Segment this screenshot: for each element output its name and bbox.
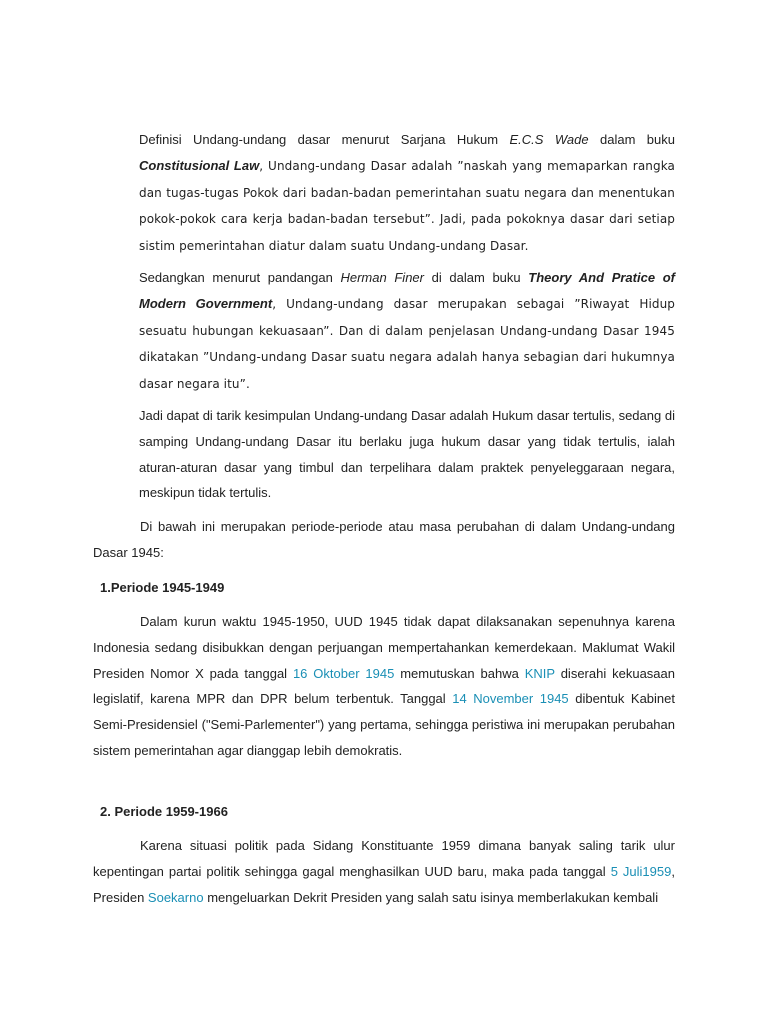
text-run: Karena situasi politik pada Sidang Konstituante 1959 dimana banyak saling tarik ulur kepentingan partai politik sehingga gagal menghasilkan UUD baru, maka pada tanggal xyxy=(93,838,675,879)
text-run: dibentuk Kabinet Semi-Presidensiel ("Semi-Parlementer") yang pertama, sehingga peristiwa ini merupakan perubahan sistem pemerintahan agar dianggap lebih demokratis. xyxy=(93,691,675,758)
paragraph-definition-finer xyxy=(139,265,675,398)
author-name-finer: Herman Finer xyxy=(340,270,424,285)
paragraph-period-1945-1949 xyxy=(93,609,675,764)
book-title-theory-practice: Theory And Pratice of Modern Government xyxy=(139,270,675,311)
text-run: Dalam kurun waktu 1945-1950, UUD 1945 tidak dapat dilaksanakan sepenuhnya karena Indonesia sedang disibukkan dengan perjuangan mempertahankan kemerdekaan. Maklumat Wakil Presiden Nomor X pada tanggal xyxy=(93,614,675,681)
text-run: Sedangkan menurut pandangan xyxy=(139,270,341,285)
text-run: , Undang-undang dasar merupakan sebagai ”Riwayat Hidup sesuatu hubungan kekuasaan”. Dan di dalam penjelasan Undang-undang Dasar 1945 dikatakan ”Undang-undang Dasar suatu negara adalah hanya sebagian dari hukumnya dasar negara itu”. xyxy=(139,296,676,392)
text-run: , Presiden xyxy=(93,863,675,905)
author-name-wade: E.C.S Wade xyxy=(509,132,589,147)
link-14-november-1945[interactable]: 14 November 1945 xyxy=(452,691,569,707)
link-knip[interactable]: KNIP xyxy=(524,665,555,681)
paragraph-conclusion: Jadi dapat di tarik kesimpulan Undang-undang Dasar adalah Hukum dasar tertulis, sedang di samping Undang-undang Dasar itu berlaku juga hukum dasar yang tidak tertulis, ialah aturan-aturan dasar yang timbul dan terpelihara dalam praktek penyeleggaraan negara, meskipun tidak tertulis. xyxy=(139,408,675,501)
heading-period-1959-1966: 2. Periode 1959-1966 xyxy=(100,804,228,819)
text-run: , Undang-undang Dasar adalah ”naskah yang memaparkan rangka dan tugas-tugas Pokok dari badan-badan pemerintahan suatu negara dan menentukan pokok-pokok cara kerja badan-badan tersebut”. Jadi, pada pokoknya dasar dari setiap sistim pemerintahan diatur dalam suatu Undang-undang Dasar. xyxy=(139,158,675,254)
text-run: Definisi Undang-undang dasar menurut Sarjana Hukum xyxy=(139,132,510,147)
text-run: mengeluarkan Dekrit Presiden yang salah satu isinya memberlakukan kembali xyxy=(203,889,659,905)
paragraph-period-1959-1966 xyxy=(93,833,675,910)
heading-period-1945-1949: 1.Periode 1945-1949 xyxy=(100,580,225,595)
text-run: di dalam buku xyxy=(423,270,529,285)
paragraph-periods-intro: Di bawah ini merupakan periode-periode atau masa perubahan di dalam Undang-undang Dasar 1945: xyxy=(93,519,675,560)
link-soekarno[interactable]: Soekarno xyxy=(147,889,204,905)
book-title-constitusional-law: Constitusional Law xyxy=(139,157,260,173)
paragraph-definition-wade xyxy=(139,127,675,260)
text-run: dalam buku xyxy=(588,132,675,147)
link-16-oktober-1945[interactable]: 16 Oktober 1945 xyxy=(292,665,395,681)
link-5-juli-1959[interactable]: 5 Juli1959 xyxy=(610,863,672,879)
text-run: memutuskan bahwa xyxy=(394,665,525,681)
text-run: diserahi kekuasaan legislatif, karena MPR dan DPR belum terbentuk. Tanggal xyxy=(93,665,675,707)
